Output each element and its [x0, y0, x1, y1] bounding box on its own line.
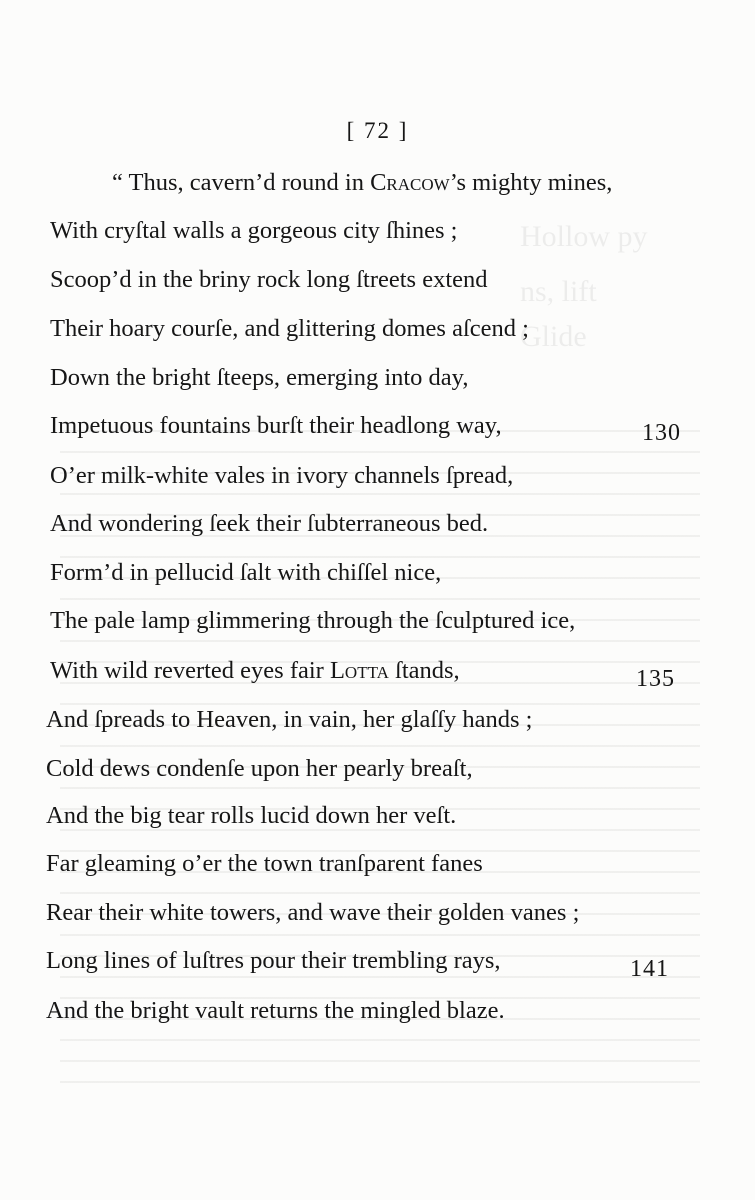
verse-line: “ Thus, cavern’d round in Cracow’s mighty mines,	[112, 169, 613, 196]
verse-line: With wild reverted eyes fair Lotta ſtands,	[50, 657, 460, 684]
verse-line: Impetuous fountains burſt their headlong way,	[50, 412, 502, 439]
line-number: 130	[642, 420, 681, 446]
line-number: 135	[636, 666, 675, 692]
verse-line: Form’d in pellucid ſalt with chiſſel nice,	[50, 559, 442, 586]
verse-line: And wondering ſeek their ſubterraneous bed.	[50, 510, 489, 537]
verse-line: Rear their white towers, and wave their golden vanes ;	[46, 899, 580, 926]
verse-line: Far gleaming o’er the town tranſparent fanes	[46, 850, 483, 877]
verse-line: And ſpreads to Heaven, in vain, her glaſſy hands ;	[46, 706, 533, 733]
verse-line: And the bright vault returns the mingled blaze.	[46, 997, 505, 1024]
show-through-text: Glide	[520, 320, 587, 353]
show-through-text: ns, lift	[520, 275, 597, 308]
verse-line: And the big tear rolls lucid down her veſt.	[46, 802, 457, 829]
verse-line: O’er milk-white vales in ivory channels ſpread,	[50, 462, 514, 489]
verse-line: The pale lamp glimmering through the ſculptured ice,	[50, 607, 576, 634]
verse-line: Cold dews condenſe upon her pearly breaſt,	[46, 755, 473, 782]
page-number: [ 72 ]	[346, 118, 409, 143]
verse-line: Scoop’d in the briny rock long ſtreets extend	[50, 266, 488, 293]
line-number: 141	[630, 956, 669, 982]
small-caps-name: Cracow	[370, 169, 450, 196]
verse-line: Their hoary courſe, and glittering domes aſcend ;	[50, 315, 529, 342]
verse-line: Down the bright ſteeps, emerging into day,	[50, 364, 469, 391]
show-through-text: Hollow py	[520, 220, 648, 253]
verse-line: With cryſtal walls a gorgeous city ſhines ;	[50, 217, 458, 244]
small-caps-name: Lotta	[329, 657, 389, 684]
verse-line: Long lines of luſtres pour their trembling rays,	[46, 947, 501, 974]
